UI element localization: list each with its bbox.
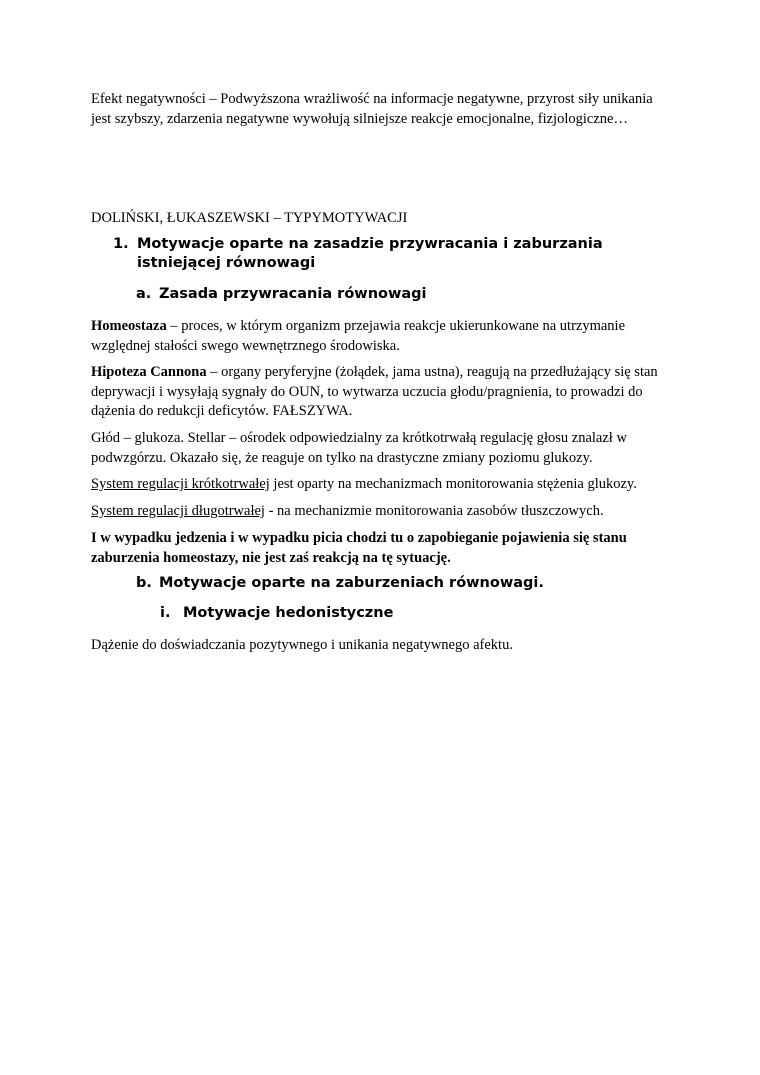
bold-note-paragraph [91,529,676,568]
section-1b-i-numeral: i. [160,605,171,621]
section-1-heading [113,235,633,273]
section-1-number: 1. [113,236,129,252]
section-1b-i-title: Motywacje hedonistyczne [183,605,394,621]
long-term-term: System regulacji długotrwałej [91,503,265,519]
short-term-text: jest oparty na mechanizmach monitorowania stężenia glukozy. [269,476,637,492]
intro-paragraph [91,90,676,129]
cannon-text: – organy peryferyjne (żołądek, jama ustna), reagują na przedłużający się stan deprywacji i wysyłają sygnały do OUN, to wytwarza uczucia głodu/pragnienia, to prowadzi do dążenia do redukcji deficytów. FAŁSZYWA. [91,364,658,419]
short-term-term: System regulacji krótkotrwałej [91,476,270,492]
closing-paragraph [91,636,676,656]
long-term-text: - na mechanizmie monitorowania zasobów tłuszczowych. [264,503,604,519]
section-1a-heading [136,285,586,304]
cannon-paragraph [91,363,676,422]
homeostaza-text: – proces, w którym organizm przejawia reakcje ukierunkowane na utrzymanie względnej stałości swego wewnętrznego środowiska. [91,318,626,354]
homeostaza-term: Homeostaza [91,318,167,334]
glod-text: Głód – glukoza. Stellar – ośrodek odpowiedzialny za krótkotrwałą regulację głosu znalazł w podwzgórzu. Okazało się, że reaguje on tylko na drastyczne zmiany poziomu glukozy. [91,430,627,466]
section-1b-heading [136,574,586,593]
section-1b-i-heading [160,604,580,623]
intro-text: Efekt negatywności – Podwyższona wrażliwość na informacje negatywne, przyrost siły unikania jest szybszy, zdarzenia negatywne wywołują silniejsze reakcje emocjonalne, fizjologiczne… [91,91,653,127]
short-term-paragraph [91,475,676,495]
glod-paragraph [91,429,676,468]
section-1a-letter: a. [136,286,152,302]
homeostaza-paragraph [91,317,676,356]
closing-text: Dążenie do doświadczania pozytywnego i unikania negatywnego afektu. [91,637,513,653]
long-term-paragraph [91,502,676,522]
cannon-term: Hipoteza Cannona [91,364,207,380]
section-1b-letter: b. [136,575,152,591]
section-1b-title: Motywacje oparte na zaburzeniach równowagi. [159,575,544,591]
section-1-title: Motywacje oparte na zasadzie przywracania i zaburzania istniejącej równowagi [137,236,603,271]
section-1a-title: Zasada przywracania równowagi [159,286,427,302]
bold-note-text: I w wypadku jedzenia i w wypadku picia chodzi tu o zapobieganie pojawienia się stanu zaburzenia homeostazy, nie jest zaś reakcją na tę sytuację. [91,530,627,566]
authors-line [91,209,676,229]
authors-line-text: DOLIŃSKI, ŁUKASZEWSKI – TYPYMOTYWACJI [91,210,408,226]
